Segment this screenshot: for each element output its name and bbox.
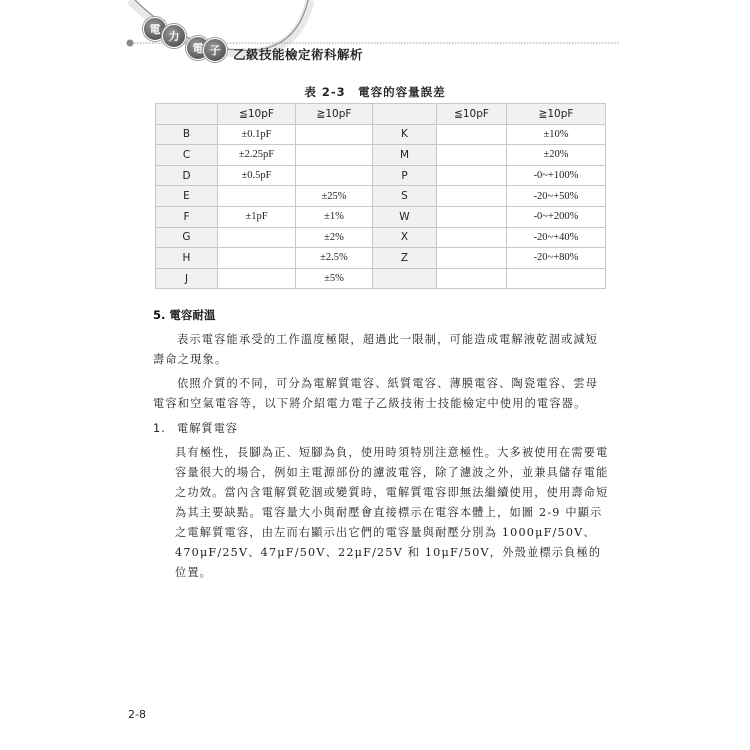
value-cell [296, 124, 373, 145]
code-cell: X [373, 227, 437, 248]
value-cell [296, 145, 373, 166]
header-cell: ≦10pF [218, 104, 296, 125]
value-cell [437, 227, 507, 248]
table-row [156, 145, 606, 166]
value-cell [437, 124, 507, 145]
value-cell [218, 186, 296, 207]
value-cell: -20~+80% [507, 248, 606, 269]
table-row [156, 206, 606, 227]
header-cell: ≦10pF [437, 104, 507, 125]
header-badge: 子 [203, 38, 227, 62]
value-cell [437, 206, 507, 227]
code-cell [373, 268, 437, 289]
header-cell [156, 104, 218, 125]
code-cell: H [156, 248, 218, 269]
value-cell [218, 227, 296, 248]
value-cell [296, 165, 373, 186]
page-number: 2-8 [128, 708, 146, 721]
table-row [156, 248, 606, 269]
code-cell: M [373, 145, 437, 166]
code-cell: K [373, 124, 437, 145]
value-cell: ±2.5% [296, 248, 373, 269]
table-row [156, 124, 606, 145]
value-cell [437, 186, 507, 207]
code-cell: P [373, 165, 437, 186]
code-cell: S [373, 186, 437, 207]
value-cell: ±2.25pF [218, 145, 296, 166]
value-cell: ±0.5pF [218, 165, 296, 186]
value-cell [437, 248, 507, 269]
header-cell [373, 104, 437, 125]
code-cell: Z [373, 248, 437, 269]
value-cell: ±25% [296, 186, 373, 207]
code-cell: D [156, 165, 218, 186]
header-cell: ≧10pF [296, 104, 373, 125]
value-cell: ±1% [296, 206, 373, 227]
value-cell: -0~+100% [507, 165, 606, 186]
header-badge: 電 [143, 17, 167, 41]
paragraph: 依照介質的不同，可分為電解質電容、紙質電容、薄膜電容、陶瓷電容、雲母電容和空氣電容等，以下將介紹電力電子乙級技術士技能檢定中使用的電容器。 [153, 377, 599, 410]
list-item-number: 1. [153, 422, 166, 435]
subject-title: 乙級技能檢定術科解析 [233, 47, 364, 62]
table-row [156, 227, 606, 248]
value-cell: ±20% [507, 145, 606, 166]
value-cell: ±10% [507, 124, 606, 145]
value-cell [218, 248, 296, 269]
code-cell: G [156, 227, 218, 248]
list-item-paragraph: 具有極性，長腳為正、短腳為負，使用時須特別注意極性。大多被使用在需要電容量很大的場合，例如主電源部份的濾波電容，除了濾波之外，並兼具儲存電能之功效。當內含電解質乾涸或變質時，電解質電容即無法繼續使用，使用壽命短為其主要缺點。電容量大小與耐壓會直接標示在電容本體上，如圖 2-9 中顯示之電解質電容，由左而右顯示出它們的電容量與耐壓分別為 1000μF/50V、470μF/25V、47μF/50V、22μF/25V 和 10μF/50V，外殼並標示負極的位置。 [175, 446, 609, 579]
code-cell: B [156, 124, 218, 145]
list-item-heading [153, 420, 238, 436]
code-cell: J [156, 268, 218, 289]
table-header-row [156, 104, 606, 125]
list-item-title: 電解質電容 [177, 422, 238, 435]
table-row [156, 186, 606, 207]
value-cell: -0~+200% [507, 206, 606, 227]
value-cell: -20~+40% [507, 227, 606, 248]
value-cell: ±0.1pF [218, 124, 296, 145]
header-badge: 電 [186, 36, 210, 60]
header-cell: ≧10pF [507, 104, 606, 125]
value-cell [437, 268, 507, 289]
value-cell: ±5% [296, 268, 373, 289]
header-badge: 力 [162, 24, 186, 48]
code-cell: W [373, 206, 437, 227]
value-cell: ±2% [296, 227, 373, 248]
value-cell [437, 165, 507, 186]
paragraph: 表示電容能承受的工作溫度極限，超過此一限制，可能造成電解液乾涸或減短壽命之現象。 [153, 333, 599, 366]
table-caption: 表 2-3 電容的容量誤差 [304, 85, 446, 99]
header-decoration [0, 0, 750, 70]
value-cell [507, 268, 606, 289]
capacitance-tolerance-table [155, 103, 606, 289]
value-cell: -20~+50% [507, 186, 606, 207]
value-cell [437, 145, 507, 166]
value-cell: ±1pF [218, 206, 296, 227]
table-row [156, 268, 606, 289]
value-cell [218, 268, 296, 289]
code-cell: E [156, 186, 218, 207]
code-cell: F [156, 206, 218, 227]
section-heading: 5. 電容耐溫 [153, 308, 216, 322]
table-row [156, 165, 606, 186]
code-cell: C [156, 145, 218, 166]
